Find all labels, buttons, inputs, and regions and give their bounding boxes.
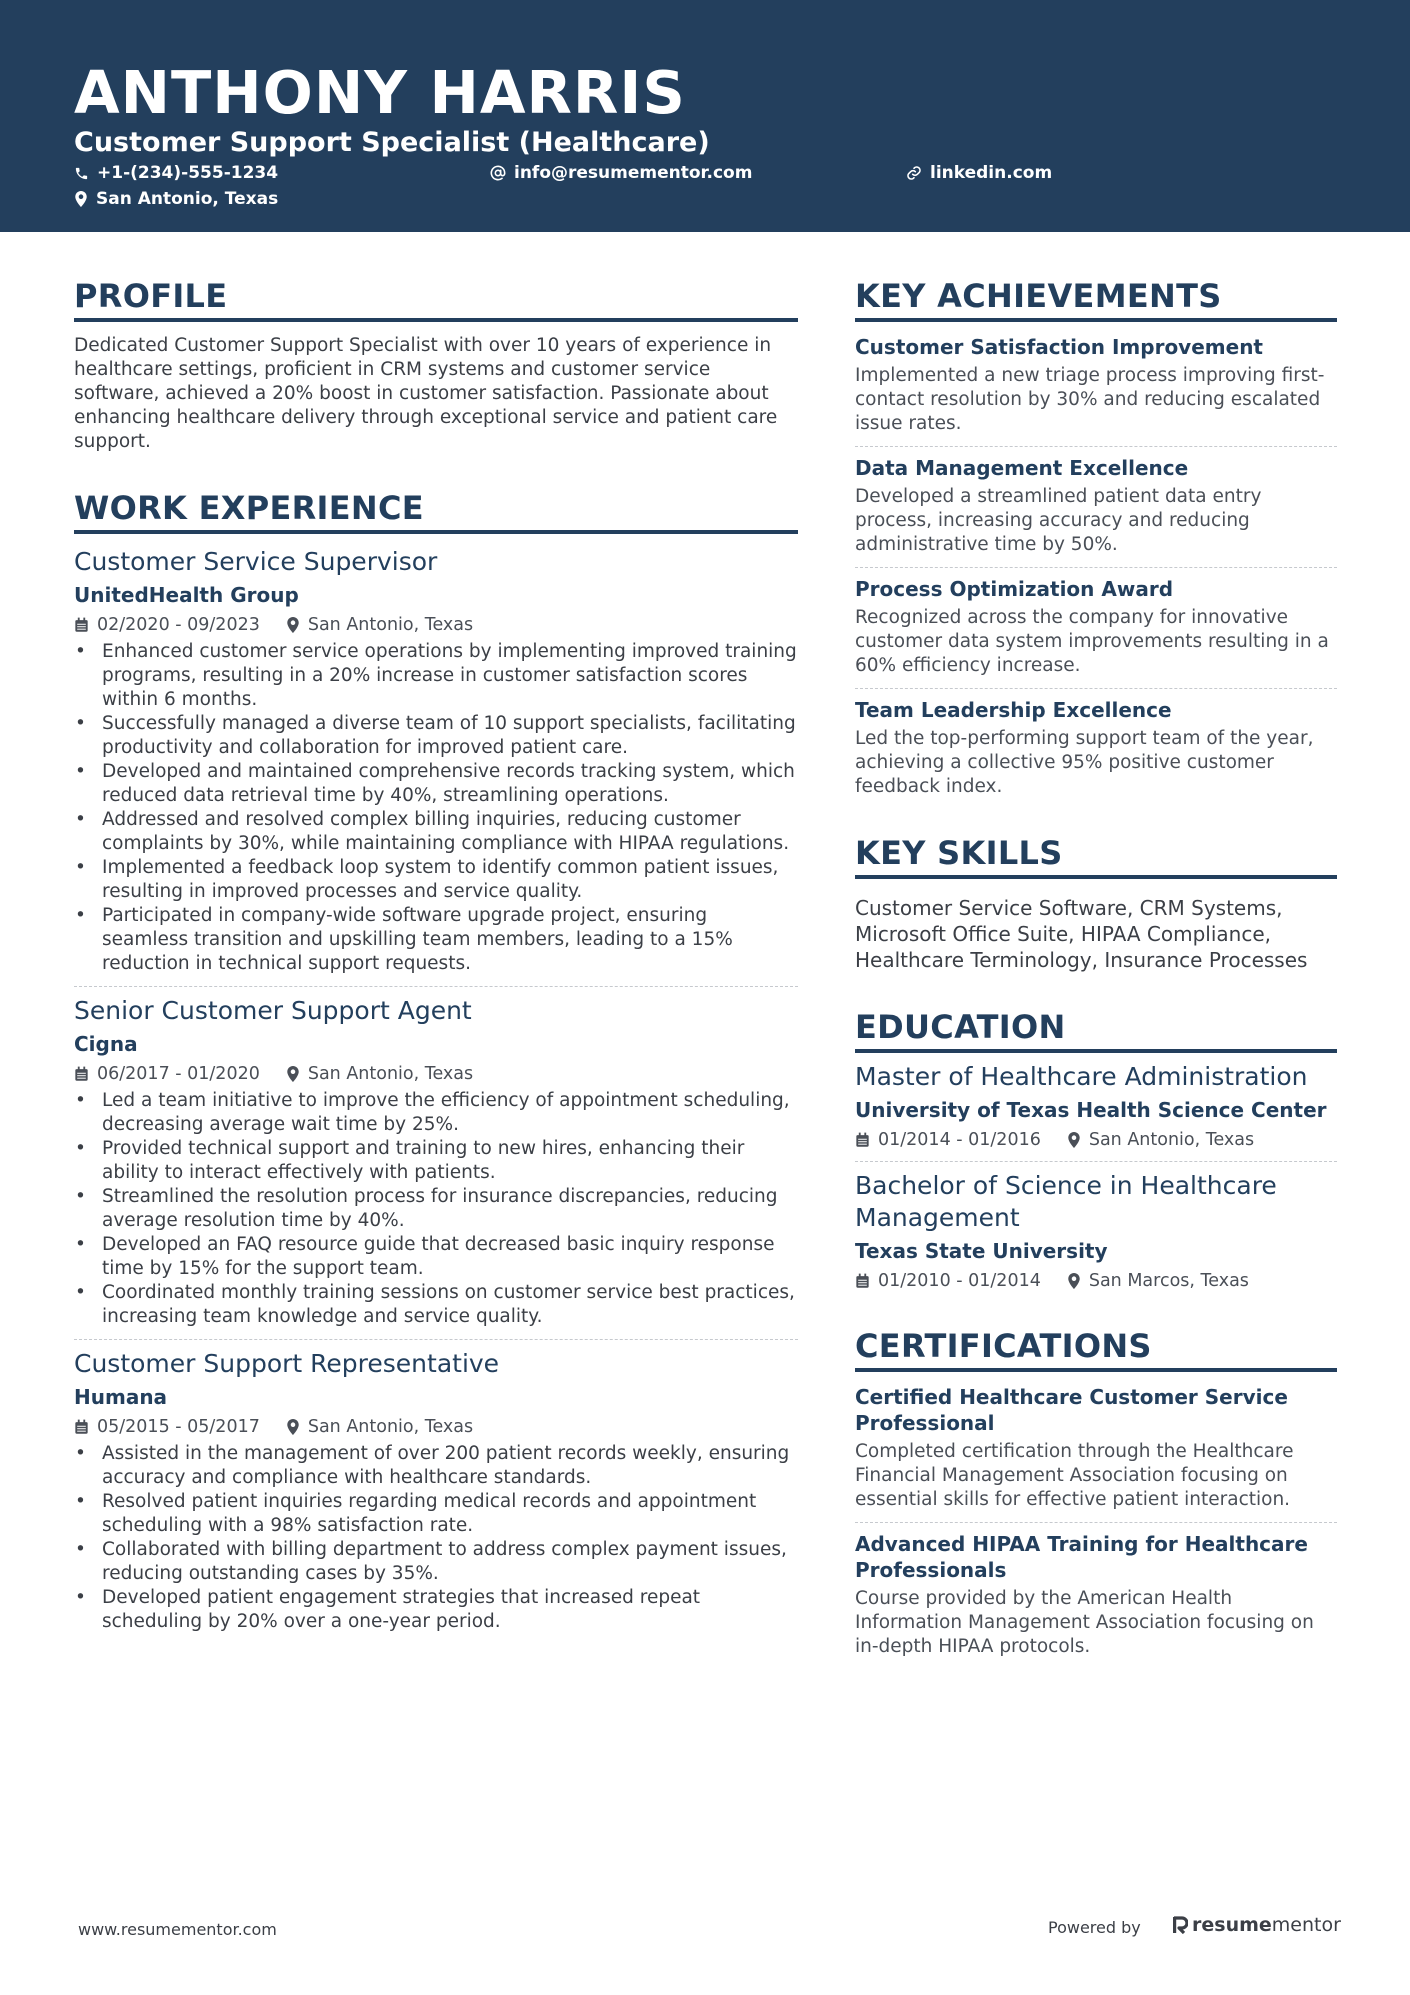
- certifications-heading: CERTIFICATIONS: [855, 1326, 1337, 1372]
- at-sign-icon: [490, 165, 506, 181]
- education-location: San Antonio, Texas: [1088, 1130, 1255, 1150]
- map-pin-icon: [286, 1066, 300, 1082]
- map-pin-icon: [286, 1419, 300, 1435]
- achievement-desc: Implemented a new triage process improving first-contact resolution by 30% and reducing escalated issue rates.: [855, 365, 1325, 434]
- right-column: [855, 276, 1337, 1659]
- phone-text: +1-(234)-555-1234: [97, 163, 279, 183]
- divider: [855, 1522, 1337, 1523]
- calendar-icon: [855, 1273, 870, 1289]
- resume-header: [0, 0, 1410, 232]
- education-meta: [855, 1129, 1337, 1151]
- achievement-item: [855, 697, 1337, 799]
- divider: [855, 688, 1337, 689]
- bullet-item: • Developed patient engagement strategies that increased repeat scheduling by 20% over a one-year period.: [74, 1586, 798, 1634]
- school-name: Texas State University: [855, 1239, 1108, 1263]
- education-item: [855, 1061, 1337, 1151]
- map-pin-icon: [74, 191, 88, 207]
- job-dates: 05/2015 - 05/2017: [97, 1417, 260, 1437]
- key-skills-heading: KEY SKILLS: [855, 833, 1337, 879]
- job-title: Customer Support Representative: [74, 1349, 500, 1378]
- job-entry: [74, 546, 798, 976]
- profile-heading: PROFILE: [74, 276, 798, 322]
- education-heading: EDUCATION: [855, 1007, 1337, 1053]
- bullet-item: • Addressed and resolved complex billing inquiries, reducing customer complaints by 30%, while maintaining compliance with HIPAA regulations.: [74, 808, 798, 856]
- job-meta: [74, 1063, 798, 1085]
- education-dates: 01/2014 - 01/2016: [878, 1130, 1041, 1150]
- achievement-title: Team Leadership Excellence: [855, 698, 1172, 722]
- achievement-desc: Recognized across the company for innovative customer data system improvements resulting in a 60% efficiency increase.: [855, 607, 1329, 676]
- calendar-icon: [74, 617, 89, 633]
- degree-title: Master of Healthcare Administration: [855, 1062, 1308, 1091]
- bullet-item: • Collaborated with billing department to address complex payment issues, reducing outstanding cases by 35%.: [74, 1538, 798, 1586]
- email-text: info@resumementor.com: [514, 163, 753, 183]
- bullet-item: • Successfully managed a diverse team of 10 support specialists, facilitating productivity and collaboration for improved patient care.: [74, 712, 798, 760]
- job-bullets: [74, 1442, 798, 1634]
- bullet-item: • Streamlined the resolution process for insurance discrepancies, reducing average resolution time by 40%.: [74, 1185, 798, 1233]
- linkedin-text: linkedin.com: [930, 163, 1053, 183]
- job-entry: [74, 1348, 798, 1634]
- certification-desc: Completed certification through the Healthcare Financial Management Association focusing on essential skills for effective patient interaction.: [855, 1441, 1294, 1510]
- job-bullets: [74, 640, 798, 976]
- calendar-icon: [855, 1132, 870, 1148]
- company-name: Humana: [74, 1385, 168, 1409]
- bullet-item: • Participated in company-wide software upgrade project, ensuring seamless transition and upskilling team members, leading to a 15% reduction in technical support requests.: [74, 904, 798, 976]
- brand-bold-text: resume: [1192, 1914, 1272, 1936]
- job-dates: 02/2020 - 09/2023: [97, 615, 260, 635]
- calendar-icon: [74, 1419, 89, 1435]
- education-item: [855, 1170, 1337, 1292]
- map-pin-icon: [1067, 1273, 1081, 1289]
- footer-website-link[interactable]: www.resumementor.com: [78, 1920, 277, 1939]
- certification-title: Certified Healthcare Customer Service Professional: [855, 1385, 1288, 1435]
- bullet-item: • Coordinated monthly training sessions on customer service best practices, increasing team knowledge and service quality.: [74, 1281, 798, 1329]
- certification-title: Advanced HIPAA Training for Healthcare Professionals: [855, 1532, 1308, 1582]
- certification-desc: Course provided by the American Health Information Management Association focusing on in-depth HIPAA protocols.: [855, 1588, 1314, 1657]
- school-name: University of Texas Health Science Center: [855, 1098, 1327, 1122]
- contact-linkedin[interactable]: [906, 162, 1052, 184]
- education-location: San Marcos, Texas: [1088, 1271, 1249, 1291]
- candidate-name: ANTHONY HARRIS: [74, 58, 686, 127]
- divider: [74, 986, 798, 987]
- phone-icon: [74, 166, 89, 181]
- left-column: [74, 276, 798, 1634]
- candidate-role: Customer Support Specialist (Healthcare): [74, 127, 710, 158]
- location-text: San Antonio, Texas: [96, 189, 279, 209]
- company-name: Cigna: [74, 1032, 138, 1056]
- brand-light-text: mentor: [1271, 1914, 1341, 1936]
- map-pin-icon: [286, 617, 300, 633]
- resumementor-logo-icon: [1172, 1916, 1188, 1934]
- bullet-item: • Led a team initiative to improve the efficiency of appointment scheduling, decreasing average wait time by 25%.: [74, 1089, 798, 1137]
- job-bullets: [74, 1089, 798, 1329]
- key-achievements-heading: KEY ACHIEVEMENTS: [855, 276, 1337, 322]
- bullet-item: • Resolved patient inquiries regarding medical records and appointment scheduling with a 98% satisfaction rate.: [74, 1490, 798, 1538]
- job-meta: [74, 1416, 798, 1438]
- contact-email[interactable]: [490, 162, 752, 184]
- company-name: UnitedHealth Group: [74, 583, 299, 607]
- achievement-item: [855, 455, 1337, 557]
- degree-title: Bachelor of Science in Healthcare Management: [855, 1171, 1277, 1232]
- divider: [855, 446, 1337, 447]
- achievement-title: Data Management Excellence: [855, 456, 1189, 480]
- powered-by-label: Powered by: [1048, 1918, 1141, 1937]
- bullet-item: • Provided technical support and training to new hires, enhancing their ability to interact effectively with patients.: [74, 1137, 798, 1185]
- bullet-item: • Assisted in the management of over 200 patient records weekly, ensuring accuracy and compliance with healthcare standards.: [74, 1442, 798, 1490]
- achievement-title: Customer Satisfaction Improvement: [855, 335, 1263, 359]
- achievement-desc: Developed a streamlined patient data entry process, increasing accuracy and reducing administrative time by 50%.: [855, 486, 1262, 555]
- job-location: San Antonio, Texas: [307, 1417, 474, 1437]
- bullet-item: • Implemented a feedback loop system to identify common patient issues, resulting in improved processes and service quality.: [74, 856, 798, 904]
- divider: [74, 1339, 798, 1340]
- education-meta: [855, 1270, 1337, 1292]
- job-location: San Antonio, Texas: [307, 615, 474, 635]
- contact-location: [74, 188, 278, 210]
- achievement-title: Process Optimization Award: [855, 577, 1174, 601]
- education-dates: 01/2010 - 01/2014: [878, 1271, 1041, 1291]
- achievement-item: [855, 334, 1337, 436]
- job-dates: 06/2017 - 01/2020: [97, 1064, 260, 1084]
- bullet-item: • Developed an FAQ resource guide that decreased basic inquiry response time by 15% for the support team.: [74, 1233, 798, 1281]
- achievement-item: [855, 576, 1337, 678]
- certification-item: [855, 1384, 1337, 1512]
- contact-phone: [74, 162, 278, 184]
- work-experience-heading: WORK EXPERIENCE: [74, 488, 798, 534]
- divider: [855, 567, 1337, 568]
- job-meta: [74, 614, 798, 636]
- resumementor-logo[interactable]: [1172, 1914, 1341, 1936]
- bullet-item: • Enhanced customer service operations by implementing improved training programs, resulting in a 20% increase in customer satisfaction scores within 6 months.: [74, 640, 798, 712]
- certification-item: [855, 1531, 1337, 1659]
- achievement-desc: Led the top-performing support team of the year, achieving a collective 95% positive customer feedback index.: [855, 728, 1314, 797]
- job-title: Senior Customer Support Agent: [74, 996, 472, 1025]
- skills-list: Customer Service Software, CRM Systems, Microsoft Office Suite, HIPAA Compliance, Healthcare Terminology, Insurance Processes: [855, 896, 1308, 972]
- calendar-icon: [74, 1066, 89, 1082]
- profile-summary: Dedicated Customer Support Specialist with over 10 years of experience in healthcare settings, proficient in CRM systems and customer service software, achieved a 20% boost in customer satisfaction. Passionate about enhancing healthcare delivery through exceptional service and patient care support.: [74, 335, 778, 452]
- divider: [855, 1161, 1337, 1162]
- job-title: Customer Service Supervisor: [74, 547, 438, 576]
- job-entry: [74, 995, 798, 1329]
- map-pin-icon: [1067, 1132, 1081, 1148]
- job-location: San Antonio, Texas: [307, 1064, 474, 1084]
- link-icon: [906, 165, 922, 181]
- bullet-item: • Developed and maintained comprehensive records tracking system, which reduced data retrieval time by 40%, streamlining operations.: [74, 760, 798, 808]
